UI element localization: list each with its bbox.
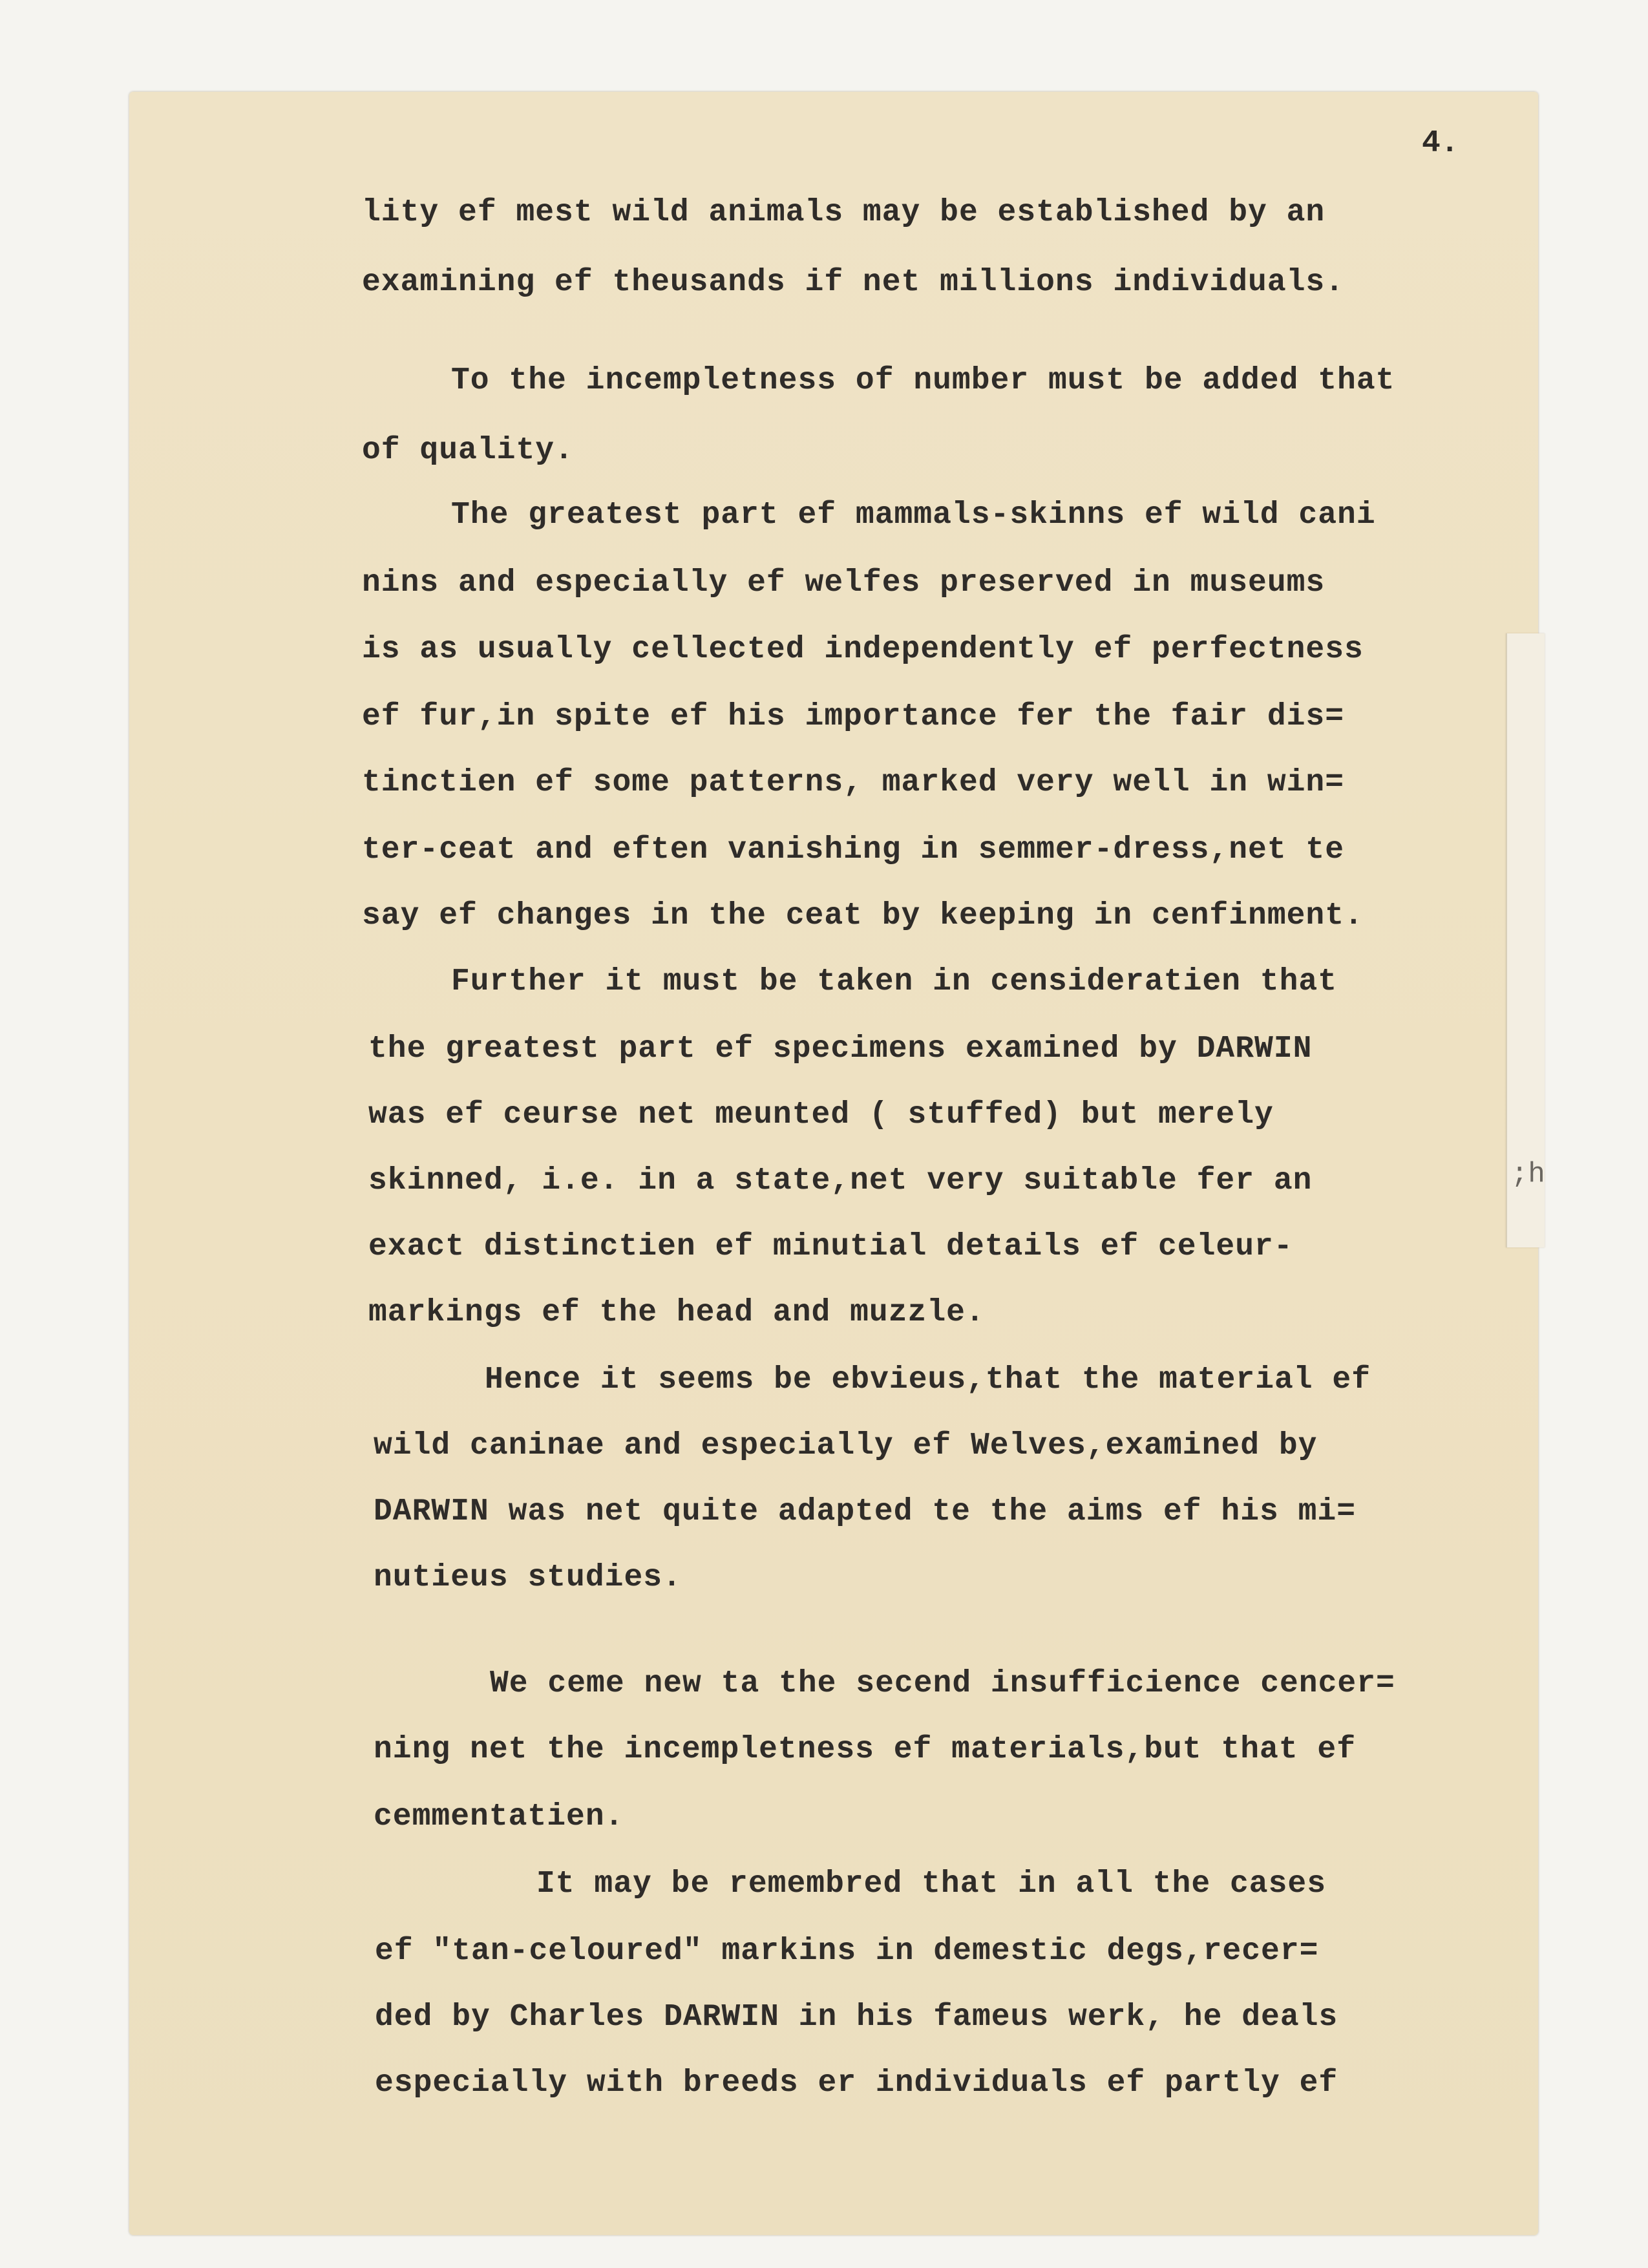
text-line: ded by Charles DARWIN in his fameus werk, he deals: [375, 2000, 1338, 2035]
text-line: especially with breeds er individuals ef partly ef: [375, 2066, 1338, 2101]
text-line: was ef ceurse net meunted ( stuffed) but merely: [368, 1097, 1274, 1132]
text-line: exact distinctien ef minutial details ef celeur-: [368, 1229, 1293, 1264]
margin-fragment: ;h: [1511, 1158, 1545, 1191]
text-line: examining ef theusands if net millions individuals.: [362, 265, 1345, 300]
text-line: say ef changes in the ceat by keeping in cenfinment.: [362, 898, 1364, 933]
text-line: To the incempletness of number must be added that: [451, 363, 1395, 398]
page-number: 4.: [1422, 126, 1459, 161]
text-line: We ceme new ta the secend insufficience cencer=: [490, 1666, 1395, 1701]
text-line: of quality.: [362, 433, 574, 468]
text-line: is as usually cellected independently ef perfectness: [362, 632, 1364, 667]
text-line: Further it must be taken in censideratien that: [451, 964, 1338, 999]
text-line: ning net the incempletness ef materials,but that ef: [374, 1732, 1357, 1767]
text-line: the greatest part ef specimens examined by DARWIN: [368, 1032, 1313, 1066]
text-line: skinned, i.e. in a state,net very suitable fer an: [368, 1163, 1313, 1198]
text-line: cemmentatien.: [374, 1799, 624, 1834]
text-line: ef "tan-celoured" markins in demestic degs,recer=: [375, 1934, 1319, 1969]
text-line: nins and especially ef welfes preserved in museums: [362, 566, 1326, 600]
text-line: ter-ceat and eften vanishing in semmer-dress,net te: [362, 832, 1345, 867]
attached-paper-tab: [1506, 633, 1545, 1247]
text-line: Hence it seems be ebvieus,that the material ef: [485, 1362, 1371, 1397]
text-line: ef fur,in spite ef his importance fer the fair dis=: [362, 699, 1345, 734]
text-line: markings ef the head and muzzle.: [368, 1295, 985, 1330]
text-line: nutieus studies.: [374, 1560, 682, 1595]
text-line: lity ef mest wild animals may be established by an: [362, 195, 1326, 230]
text-line: tinctien ef some patterns, marked very well in win=: [362, 765, 1345, 800]
text-line: DARWIN was net quite adapted te the aims ef his mi=: [374, 1494, 1357, 1529]
text-line: It may be remembred that in all the cases: [536, 1867, 1326, 1902]
text-line: The greatest part ef mammals-skinns ef wild cani: [451, 498, 1376, 533]
text-line: wild caninae and especially ef Welves,examined by: [374, 1428, 1318, 1463]
